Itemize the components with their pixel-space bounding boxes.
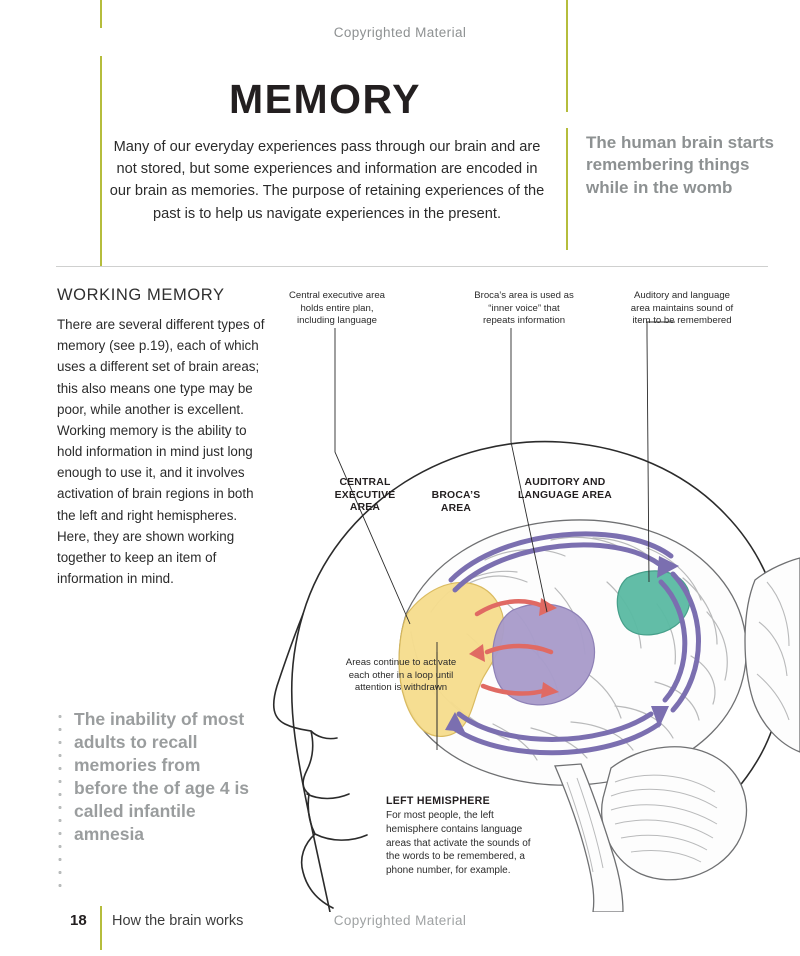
accent-rule-right-quote [566,128,568,250]
region-label-central-executive: CENTRAL EXECUTIVE AREA [334,477,396,514]
left-hemisphere-note [386,795,536,878]
region-label-brocas: BROCA’S AREA [431,490,481,514]
working-memory-body: There are several different types of memory (see p.19), each of which uses a different set of brain areas; this also means one type may be poor, while another is excellent. Working memory is the ability to hold information in mind just long enough to use it, and it involves activation of brain regions in both the left and right hemispheres. Here, they are shown working together to keep an item of information in mind. [57,317,265,587]
callout-brocas-area: Broca’s area is used as “inner voice” that repeats information [474,290,574,327]
intro-paragraph: Many of our everyday experiences pass through our brain and are not stored, but some experiences and information are encoded in our brain as memories. The purpose of retaining experiences of the past is to help us navigate experiences in the present. [109,139,545,222]
page-number: 18 [70,912,87,929]
accent-rule-top-left [100,0,102,28]
callout-central-executive: Central executive area holds entire plan, including language [289,290,385,327]
callout-activation-loop: Areas continue to activate each other in a loop until attention is withdrawn [345,657,457,694]
left-hemisphere-body: For most people, the left hemisphere contains language areas that activate the sounds of the words to be remembered, a phone number, for example. [386,810,531,877]
left-hemisphere-title: LEFT HEMISPHERE [386,795,490,807]
copyright-notice-bottom: Copyrighted Material [333,913,467,928]
accent-rule-bottom-left [100,906,102,950]
accent-rule-right-top [566,0,568,112]
running-footer: How the brain works [112,913,244,929]
working-memory-heading: WORKING MEMORY [57,286,225,304]
region-label-auditory: AUDITORY AND LANGUAGE AREA [518,477,612,501]
side-quote: The inability of most adults to recall memories from before the of age 4 is called infantile amnesia [74,709,250,845]
dotted-rule [57,710,63,890]
pull-quote: The human brain starts remembering things while in the womb [586,133,774,197]
copyright-notice-top: Copyrighted Material [333,25,467,40]
callout-auditory-language: Auditory and language area maintains sound of item to be remembered [630,290,734,327]
page-title: MEMORY [229,76,421,122]
section-divider [56,266,768,267]
